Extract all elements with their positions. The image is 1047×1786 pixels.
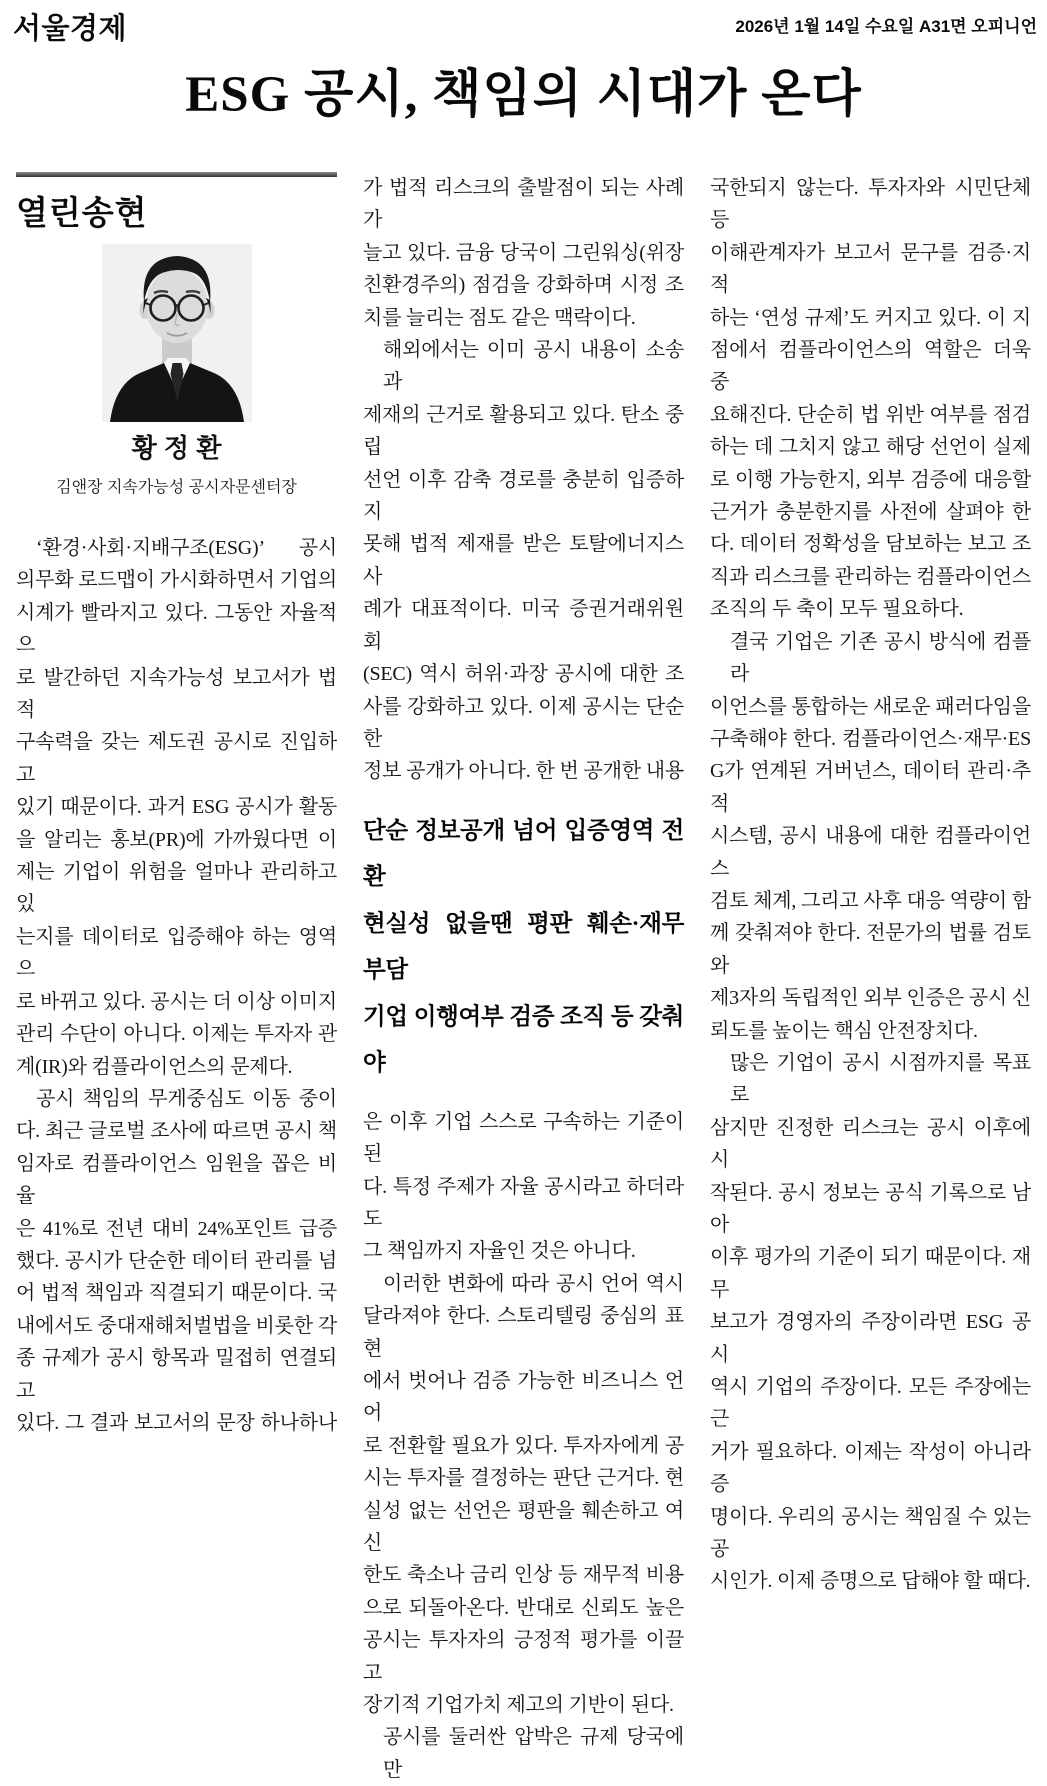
article-line: 례가 대표적이다. 미국 증권거래위원회 xyxy=(363,598,684,653)
article-line: 정보 공개가 아니다. 한 번 공개한 내용 xyxy=(363,760,684,783)
article-column-2 xyxy=(363,172,684,1786)
article-line: 보고가 경영자의 주장이라면 ESG 공시 xyxy=(710,1311,1031,1366)
column-2-text-top xyxy=(363,172,684,788)
article-line: 친환경주의) 점검을 강화하며 시정 조 xyxy=(363,274,684,297)
article-line: 은 이후 기업 스스로 구속하는 기준이 된 xyxy=(363,1110,684,1166)
article-line: 이후 평가의 기준이 되기 때문이다. 재무 xyxy=(710,1246,1031,1301)
page-dateline: 2026년 1월 14일 수요일 A31면 오피니언 xyxy=(735,17,1037,36)
pull-quote-line: 현실성 없을땐 평판 훼손·재무 부담 xyxy=(363,910,684,984)
article-line: 있기 때문이다. 과거 ESG 공시가 활동 xyxy=(16,796,337,819)
article-column-3 xyxy=(710,172,1031,1786)
pull-quote-line: 단순 정보공개 넘어 입증영역 전환 xyxy=(363,817,684,891)
portrait-photo-icon xyxy=(102,244,252,422)
article-line: 다. 특정 주제가 자율 공시라고 하더라도 xyxy=(363,1175,684,1230)
article-line: 삼지만 진정한 리스크는 공시 이후에 시 xyxy=(710,1116,1031,1172)
article-line: 제3자의 독립적인 외부 인증은 공시 신 xyxy=(710,987,1031,1010)
article-line: 하는 ‘연성 규제’도 커지고 있다. 이 지 xyxy=(710,306,1031,329)
article-line: 임자로 컴플라이언스 임원을 꼽은 비율 xyxy=(16,1152,337,1208)
article-line: 근거가 충분한지를 사전에 살펴야 한 xyxy=(710,501,1031,524)
article-column-1 xyxy=(16,172,337,1786)
article-line: 많은 기업이 공시 시점까지를 목표로 xyxy=(730,1051,1031,1107)
article-line: 이언스를 통합하는 새로운 패러다임을 xyxy=(710,695,1031,718)
article-line: ‘환경·사회·지배구조(ESG)’ 공시 xyxy=(36,537,337,559)
article-line: 이러한 변화에 따라 공시 언어 역시 xyxy=(383,1272,684,1295)
article-line: 다. 데이터 정확성을 담보하는 보고 조 xyxy=(710,533,1031,556)
article-line: (SEC) 역시 허위·과장 공시에 대한 조 xyxy=(363,663,684,686)
article-line: 어 법적 책임과 직결되기 때문이다. 국 xyxy=(16,1282,337,1305)
article-line: 시는 투자를 결정하는 판단 근거다. 현 xyxy=(363,1467,684,1490)
article-line: 치를 늘리는 점도 같은 맥락이다. xyxy=(363,306,636,329)
article-line: 요해진다. 단순히 법 위반 여부를 점검 xyxy=(710,403,1031,426)
article-line: 구속력을 갖는 제도권 공시로 진입하고 xyxy=(16,731,337,786)
pull-quote-line: 기업 이행여부 검증 조직 등 갖춰야 xyxy=(363,1003,684,1077)
column-box-rule xyxy=(16,172,337,177)
author-portrait xyxy=(16,244,337,422)
article-headline: ESG 공시, 책임의 시대가 온다 xyxy=(185,67,862,123)
article-body xyxy=(0,172,1047,1786)
article-line: 로 바뀌고 있다. 공시는 더 이상 이미지 xyxy=(16,990,337,1013)
article-line: 명이다. 우리의 공시는 책임질 수 있는 공 xyxy=(710,1505,1031,1561)
article-line: 은 41%로 전년 대비 24%포인트 급증 xyxy=(16,1217,337,1240)
article-line: 선언 이후 감축 경로를 충분히 입증하지 xyxy=(363,468,684,524)
author-name: 황 정 환 xyxy=(131,433,222,463)
article-line: 에서 벗어나 검증 가능한 비즈니스 언어 xyxy=(363,1369,684,1425)
article-line: 있다. 그 결과 보고서의 문장 하나하나 xyxy=(16,1411,337,1434)
article-line: 관리 수단이 아니다. 이제는 투자자 관 xyxy=(16,1023,337,1046)
article-line: 을 알리는 홍보(PR)에 가까웠다면 이 xyxy=(16,828,337,851)
article-line: 다. 최근 글로벌 조사에 따르면 공시 책 xyxy=(16,1120,337,1143)
article-line: 가 법적 리스크의 출발점이 되는 사례가 xyxy=(363,177,684,232)
article-line: 계(IR)와 컴플라이언스의 문제다. xyxy=(16,1055,293,1078)
article-line: 달라져야 한다. 스토리텔링 중심의 표현 xyxy=(363,1305,684,1360)
pull-quote xyxy=(363,808,684,1087)
article-line: 국한되지 않는다. 투자자와 시민단체 등 xyxy=(710,177,1031,232)
page-header xyxy=(0,0,1047,47)
article-line: 뢰도를 높이는 핵심 안전장치다. xyxy=(710,1019,978,1042)
article-line: 제재의 근거로 활용되고 있다. 탄소 중립 xyxy=(363,403,684,459)
article-line: 시계가 빨라지고 있다. 그동안 자율적으 xyxy=(16,601,337,657)
article-line: 께 갖춰져야 한다. 전문가의 법률 검토와 xyxy=(710,922,1031,977)
article-line: 종 규제가 공시 항목과 밀접히 연결되고 xyxy=(16,1347,337,1402)
article-line: 그 책임까지 자율인 것은 아니다. xyxy=(363,1240,636,1263)
article-line: 시인가. 이제 증명으로 답해야 할 때다. xyxy=(710,1570,1031,1593)
article-line: 공시 책임의 무게중심도 이동 중이 xyxy=(36,1087,337,1110)
article-line: 의무화 로드맵이 가시화하면서 기업의 xyxy=(16,569,337,592)
article-line: 점에서 컴플라이언스의 역할은 더욱 중 xyxy=(710,339,1031,394)
column-3-text xyxy=(710,172,1031,1598)
column-series-title: 열린송현 xyxy=(16,194,148,231)
article-line: 내에서도 중대재해처벌법을 비롯한 각 xyxy=(16,1314,337,1337)
article-line: 실성 없는 선언은 평판을 훼손하고 여신 xyxy=(363,1499,684,1554)
article-line: G가 연계된 거버넌스, 데이터 관리·추적 xyxy=(710,760,1031,815)
article-line: 직과 리스크를 관리하는 컴플라이언스 xyxy=(710,565,1031,588)
article-line: 으로 되돌아온다. 반대로 신뢰도 높은 xyxy=(363,1596,684,1619)
article-line: 작된다. 공시 정보는 공식 기록으로 남아 xyxy=(710,1181,1031,1236)
article-line: 는지를 데이터로 입증해야 하는 영역으 xyxy=(16,925,337,981)
article-line: 시스템, 공시 내용에 대한 컴플라이언스 xyxy=(710,825,1031,880)
article-line: 로 발간하던 지속가능성 보고서가 법적 xyxy=(16,666,337,722)
article-line: 결국 기업은 기존 공시 방식에 컴플라 xyxy=(730,630,1031,686)
article-line: 거가 필요하다. 이제는 작성이 아니라 증 xyxy=(710,1440,1031,1496)
article-line: 했다. 공시가 단순한 데이터 관리를 넘 xyxy=(16,1249,337,1272)
article-line: 구축해야 한다. 컴플라이언스·재무·ES xyxy=(710,727,1031,750)
article-line: 하는 데 그치지 않고 해당 선언이 실제 xyxy=(710,436,1031,459)
article-line: 못해 법적 제재를 받은 토탈에너지스 사 xyxy=(363,533,684,588)
article-line: 이해관계자가 보고서 문구를 검증·지적 xyxy=(710,241,1031,297)
article-line: 사를 강화하고 있다. 이제 공시는 단순한 xyxy=(363,695,684,750)
article-line: 해외에서는 이미 공시 내용이 소송과 xyxy=(383,339,684,394)
article-line: 로 이행 가능한지, 외부 검증에 대응할 xyxy=(710,468,1031,491)
article-line: 한도 축소나 금리 인상 등 재무적 비용 xyxy=(363,1564,684,1587)
author-affiliation: 김앤장 지속가능성 공시자문센터장 xyxy=(56,479,297,496)
article-line: 공시를 둘러싼 압박은 규제 당국에만 xyxy=(383,1726,684,1781)
newspaper-masthead: 서울경제 xyxy=(13,13,128,45)
article-line: 공시는 투자자의 긍정적 평가를 이끌고 xyxy=(363,1629,684,1684)
article-line: 역시 기업의 주장이다. 모든 주장에는 근 xyxy=(710,1376,1031,1431)
article-line: 제는 기업이 위험을 얼마나 관리하고 있 xyxy=(16,861,337,916)
column-1-text xyxy=(16,532,337,1439)
article-line: 검토 체계, 그리고 사후 대응 역량이 함 xyxy=(710,889,1031,912)
article-line: 조직의 두 축이 모두 필요하다. xyxy=(710,598,964,621)
article-line: 로 전환할 필요가 있다. 투자자에게 공 xyxy=(363,1434,684,1457)
article-line: 장기적 기업가치 제고의 기반이 된다. xyxy=(363,1694,674,1717)
article-line: 늘고 있다. 금융 당국이 그린워싱(위장 xyxy=(363,241,684,264)
